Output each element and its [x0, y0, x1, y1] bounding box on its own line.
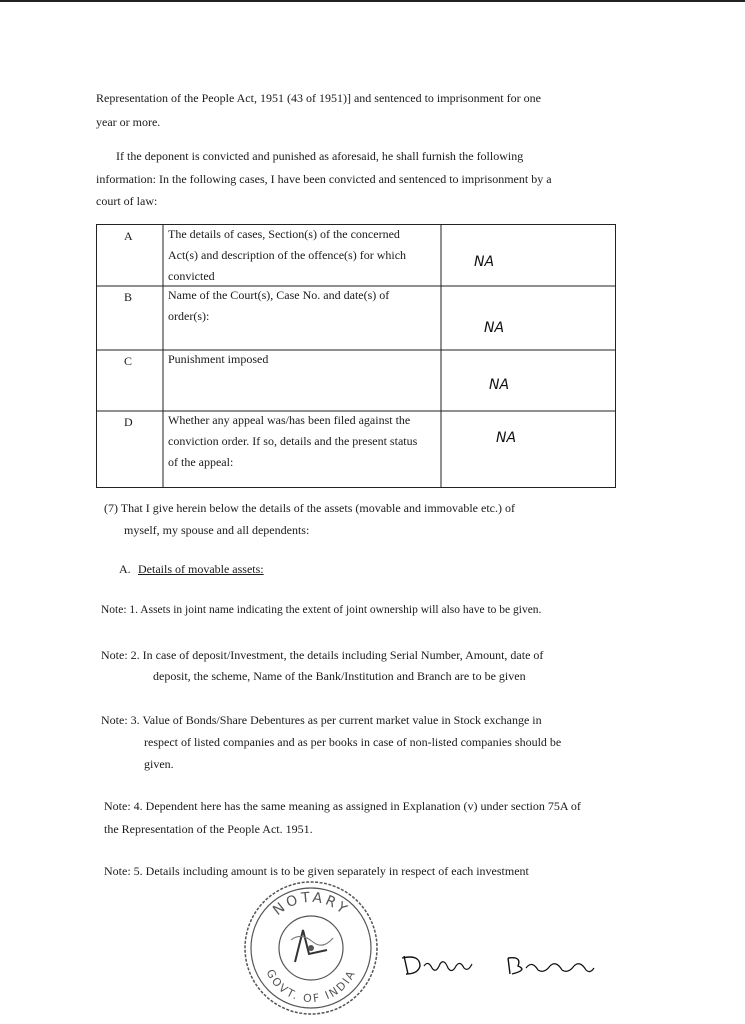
row-description-line: Act(s) and description of the offence(s) for which	[168, 248, 407, 262]
row-description-line: Name of the Court(s), Case No. and date(s) of	[168, 288, 390, 302]
handwritten-value: NA	[484, 320, 505, 336]
note-3-line: respect of listed companies and as per books in case of non-listed companies should be	[144, 735, 562, 749]
row-key: C	[124, 354, 133, 368]
note-4-line: the Representation of the People Act. 1951.	[104, 822, 313, 836]
paragraph-line: Representation of the People Act, 1951 (43 of 1951)] and sentenced to imprisonment for one	[96, 91, 541, 105]
handwritten-value: NA	[496, 430, 517, 446]
row-description-line: of the appeal:	[168, 455, 234, 469]
conviction-details-table	[96, 224, 616, 488]
notary-seal-stamp	[243, 880, 379, 1016]
subheading-movable-assets: Details of movable assets:	[138, 562, 264, 576]
row-description-line: Punishment imposed	[168, 352, 269, 366]
paragraph-line: If the deponent is convicted and punished as aforesaid, he shall furnish the following	[116, 149, 524, 163]
row-description-line: Whether any appeal was/has been filed against the	[168, 413, 411, 427]
paragraph-line: court of law:	[96, 194, 158, 208]
section-7-line: (7) That I give herein below the details of the assets (movable and immovable etc.) of	[104, 501, 515, 515]
row-description-line: convicted	[168, 269, 215, 283]
note-2-line: deposit, the scheme, Name of the Bank/Institution and Branch are to be given	[153, 669, 526, 683]
row-description-line: conviction order. If so, details and the present status	[168, 434, 418, 448]
svg-text:NOTARY: NOTARY	[270, 889, 352, 919]
note-5: Note: 5. Details including amount is to be given separately in respect of each investment	[104, 864, 529, 878]
page-top-border	[0, 0, 745, 2]
row-description-line: The details of cases, Section(s) of the concerned	[168, 227, 400, 241]
row-description-line: order(s):	[168, 309, 210, 323]
row-key: A	[124, 229, 133, 243]
handwritten-value: NA	[489, 377, 510, 393]
note-3-line: Note: 3. Value of Bonds/Share Debentures as per current market value in Stock exchange in	[101, 713, 542, 727]
note-3-line: given.	[144, 757, 174, 771]
subheading-prefix: A.	[119, 562, 131, 576]
section-7-line: myself, my spouse and all dependents:	[124, 523, 310, 537]
svg-text:GOVT. OF INDIA: GOVT. OF INDIA	[263, 967, 359, 1006]
row-key: D	[124, 415, 133, 429]
handwritten-value: NA	[474, 254, 495, 270]
note-4-line: Note: 4. Dependent here has the same meaning as assigned in Explanation (v) under section 75A of	[104, 799, 581, 813]
row-key: B	[124, 290, 133, 304]
paragraph-line: information: In the following cases, I have been convicted and sentenced to imprisonment by a	[96, 172, 552, 186]
note-1: Note: 1. Assets in joint name indicating the extent of joint ownership will also have to be given.	[101, 604, 542, 616]
paragraph-line: year or more.	[96, 115, 161, 129]
note-2-line: Note: 2. In case of deposit/Investment, the details including Serial Number, Amount, date of	[101, 648, 544, 662]
handwritten-signature	[398, 944, 598, 984]
